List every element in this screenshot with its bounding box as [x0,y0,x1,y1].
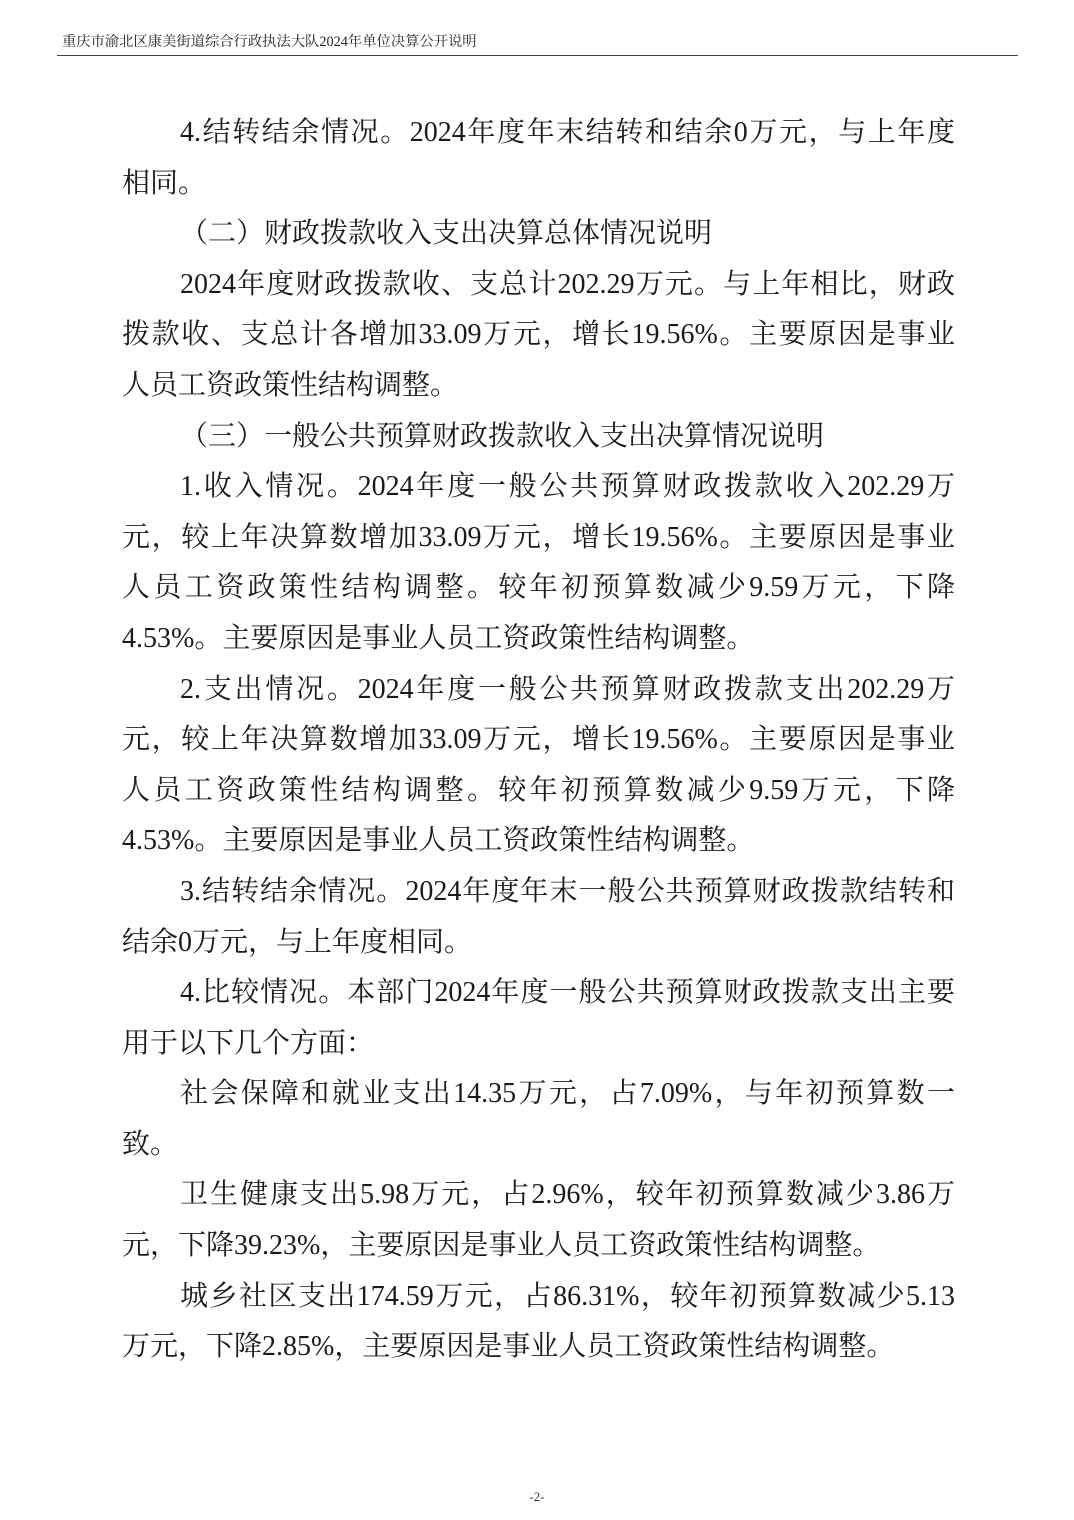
text-line: 3.结转结余情况。2024年度年末一般公共预算财政拨款结转和 [180,875,955,907]
text-line: 人员工资政策性结构调整。 [122,369,459,401]
text-line: 结余0万元，与上年度相同。 [122,926,473,958]
text-line: 4.53%。主要原因是事业人员工资政策性结构调整。 [122,825,755,857]
section-heading [122,412,955,463]
text-line: 4.比较情况。本部门2024年度一般公共预算财政拨款支出主要 [180,977,955,1009]
paragraph-fiscal-totals [122,260,955,412]
section-heading [122,209,955,260]
text-line: 元，下降39.23%，主要原因是事业人员工资政策性结构调整。 [122,1230,881,1262]
text-line: 致。 [122,1128,179,1160]
text-line: 4.53%。主要原因是事业人员工资政策性结构调整。 [122,622,755,654]
paragraph-urban-rural [122,1272,955,1373]
text-line: 相同。 [122,167,207,199]
text-line: 拨款收、支总计各增加33.09万元，增长19.56%。主要原因是事业 [122,319,955,351]
body-text [122,108,955,1373]
paragraph-expenditure [122,665,955,867]
paragraph-health [122,1170,955,1271]
running-header-title: 重庆市渝北区康美街道综合行政执法大队2024年单位决算公开说明 [62,34,477,50]
paragraph-comparison [122,968,955,1069]
text-line: 1.收入情况。2024年度一般公共预算财政拨款收入202.29万 [180,471,955,503]
header-rule [57,55,1018,56]
text-line: 人员工资政策性结构调整。较年初预算数减少9.59万元，下降 [122,572,955,604]
paragraph-carryover-balance [122,108,955,209]
text-line: 4.结转结余情况。2024年度年末结转和结余0万元，与上年度 [180,117,955,148]
text-line: 用于以下几个方面： [122,1027,375,1059]
section-heading-text: （二）财政拨款收入支出决算总体情况说明 [180,218,713,250]
text-line: 社会保障和就业支出14.35万元，占7.09%，与年初预算数一 [180,1078,955,1110]
text-line: 元，较上年决算数增加33.09万元，增长19.56%。主要原因是事业 [122,724,955,756]
text-line: 2024年度财政拨款收、支总计202.29万元。与上年相比，财政 [180,268,955,300]
paragraph-social-security [122,1069,955,1170]
text-line: 万元，下降2.85%，主要原因是事业人员工资政策性结构调整。 [122,1331,895,1363]
text-line: 城乡社区支出174.59万元，占86.31%，较年初预算数减少5.13 [180,1280,955,1312]
text-line: 人员工资政策性结构调整。较年初预算数减少9.59万元，下降 [122,774,955,806]
text-line: 卫生健康支出5.98万元，占2.96%，较年初预算数减少3.86万 [180,1179,955,1211]
text-line: 2.支出情况。2024年度一般公共预算财政拨款支出202.29万 [180,673,955,705]
paragraph-general-carryover [122,867,955,968]
text-line: 元，较上年决算数增加33.09万元，增长19.56%。主要原因是事业 [122,521,955,553]
section-heading-text: （三）一般公共预算财政拨款收入支出决算情况说明 [180,420,825,452]
paragraph-income [122,462,955,664]
page-number: -2- [529,1489,545,1504]
